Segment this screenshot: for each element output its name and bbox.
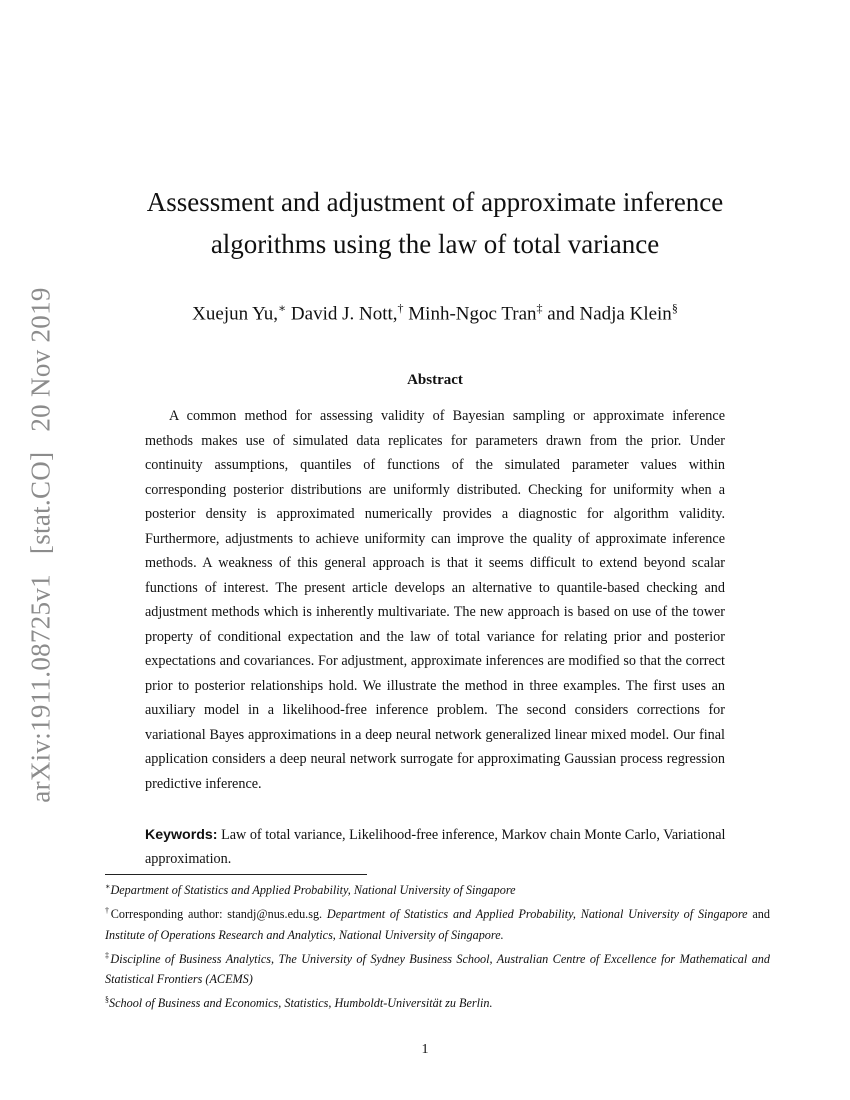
footnote-text: Discipline of Business Analytics, The University of Sydney Business School, Australian Centre of Excellence for Mathematical and Statistical Frontiers (ACEMS): [105, 951, 770, 987]
keywords-text: Law of total variance, Likelihood-free inference, Markov chain Monte Carlo, Variational approximation.: [145, 827, 726, 867]
footnote-mark: ∗: [105, 882, 111, 891]
title-line-2: algorithms using the law of total variance: [210, 229, 660, 259]
author-name: and Nadja Klein: [547, 303, 672, 325]
footnotes: [105, 877, 770, 1014]
abstract-heading: Abstract: [407, 372, 463, 388]
author-list: [100, 301, 770, 325]
page-number: 1: [421, 1042, 429, 1057]
footnote-text: Institute of Operations Research and Analytics, National University of Singapore.: [105, 927, 504, 942]
footnote-mark: †: [105, 905, 111, 915]
arxiv-identifier-sidebar: [26, 287, 57, 802]
author-affiliation-mark: †: [397, 301, 404, 315]
arxiv-date: 20 Nov 2019: [25, 287, 56, 432]
footnote: [105, 990, 770, 1014]
title-line-1: Assessment and adjustment of approximate inference: [146, 187, 724, 217]
author-affiliation-mark: §: [671, 301, 678, 315]
footnote-text: Department of Statistics and Applied Probability, National University of Singapore: [110, 883, 516, 898]
arxiv-category: [stat.CO]: [25, 451, 56, 555]
abstract-text: A common method for assessing validity of Bayesian sampling or approximate inference methods makes use of simulated data replicates for parameters drawn from the prior. Under continuity assumptions, quantiles of functions of the simulated parameter values within corresponding posterior distributions are uniformly distributed. Checking for uniformity when a posterior density is approximated numerically provides a diagnostic for algorithm validity. Furthermore, adjustments to achieve uniformity can improve the quality of approximate inference methods. A weakness of this general approach is that it seems difficult to extend beyond scalar functions of interest. The present article develops an alternative to quantile-based checking and adjustment methods which is inherently multivariate. The new approach is based on use of the tower property of conditional expectation and the law of total variance for relating prior and posterior expectations and covariances. For adjustment, approximate inferences are modified so that the correct prior to posterior relationships hold. We illustrate the method in three examples. The first uses an auxiliary model in a likelihood-free inference problem. The second considers corrections for variational Bayes approximations in a deep neural network generalized linear mixed model. Our final application considers a deep neural network surrogate for approximating Gaussian process regression predictive inference.: [145, 408, 725, 792]
footnote-mark: ‡: [105, 950, 111, 960]
author-affiliation-mark: ‡: [536, 301, 543, 315]
arxiv-id: arXiv:1911.08725v1: [25, 574, 56, 803]
footnote-text: School of Business and Economics, Statistics, Humboldt-Universität zu Berlin.: [109, 996, 493, 1011]
author-name: Minh-Ngoc Tran: [408, 303, 537, 325]
keywords-section: [145, 823, 730, 871]
author-affiliation-mark: ∗: [278, 301, 287, 315]
footnote-text: Corresponding author: standj@nus.edu.sg.: [110, 906, 327, 921]
footnote: [105, 901, 770, 946]
footnote-text: and: [747, 906, 770, 921]
footnote: [105, 946, 770, 991]
footnote: [105, 877, 770, 901]
footnote-divider: [105, 874, 367, 875]
author-name: Xuejun Yu,: [192, 303, 279, 325]
paper-title: [100, 181, 770, 265]
footnote-mark: §: [105, 995, 109, 1005]
footnote-text: Department of Statistics and Applied Probability, National University of Singapore: [326, 906, 748, 921]
keywords-label: Keywords:: [145, 827, 218, 843]
author-name: David J. Nott,: [290, 303, 398, 325]
